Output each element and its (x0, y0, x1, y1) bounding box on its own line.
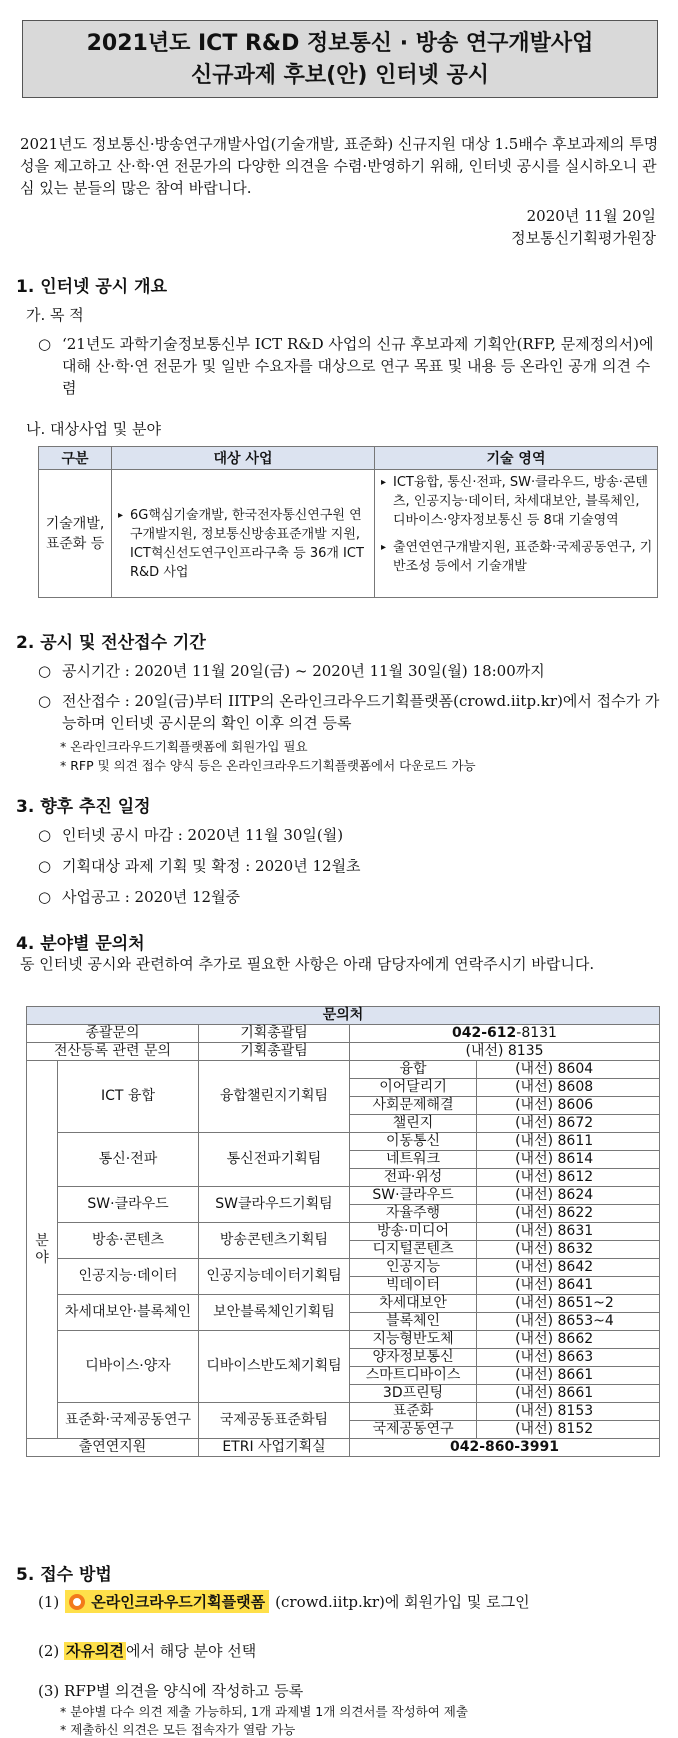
sub-field: SW·클라우드 (350, 1187, 477, 1205)
etri-tel: 042-860-3991 (350, 1439, 660, 1457)
sub-field: 지능형반도체 (350, 1331, 477, 1349)
note-signup: * 온라인크라우드기획플랫폼에 회원가입 필요 (60, 739, 308, 754)
sub-field: 3D프린팅 (350, 1385, 477, 1403)
field-team: 융합챌린지기획팀 (199, 1061, 350, 1133)
field-team: 디바이스반도체기획팀 (199, 1331, 350, 1403)
sub-tel: (내선) 8604 (477, 1061, 660, 1079)
field-name: 인공지능·데이터 (58, 1259, 199, 1295)
field-name: 디바이스·양자 (58, 1331, 199, 1403)
sub-field: 전파·위성 (350, 1169, 477, 1187)
field-side-label: 분 야 (27, 1061, 58, 1439)
step-2 (38, 1640, 256, 1661)
field-name: 방송·콘텐츠 (58, 1223, 199, 1259)
field-team: 보안블록체인기획팀 (199, 1295, 350, 1331)
sub-tel: (내선) 8614 (477, 1151, 660, 1169)
schedule-text-3: 사업공고 : 2020년 12월중 (62, 888, 241, 906)
period-item (38, 660, 660, 682)
tech-text-2: ▸ 출연연연구개발지원, 표준화·국제공동연구, 기반조성 등에서 기술개발 (379, 538, 653, 576)
sub-tel: (내선) 8631 (477, 1223, 660, 1241)
section-4-title: 4. 분야별 문의처 (16, 934, 145, 954)
reg-tel: (내선) 8135 (350, 1043, 660, 1061)
sub-tel: (내선) 8612 (477, 1169, 660, 1187)
target-business-table (38, 446, 658, 598)
sub-tel: (내선) 8661 (477, 1385, 660, 1403)
sub-tel: (내선) 8653~4 (477, 1313, 660, 1331)
sub-tel: (내선) 8606 (477, 1097, 660, 1115)
step-3 (38, 1680, 303, 1701)
field-name: 차세대보안·블록체인 (58, 1295, 199, 1331)
table-row (27, 1223, 660, 1241)
tech-text-1: ▸ ICT융합, 통신·전파, SW·클라우드, 방송·콘텐츠, 인공지능·데이터, 차세대보안, 블록체인, 디바이스·양자정보통신 등 8대 기술영역 (379, 473, 653, 530)
sub-tel: (내선) 8661 (477, 1367, 660, 1385)
section-1-na: 나. 대상사업 및 분야 (26, 420, 161, 438)
field-name: ICT 융합 (58, 1061, 199, 1133)
online-item (38, 690, 660, 734)
sub-tel: (내선) 8632 (477, 1241, 660, 1259)
cell-category: 기술개발, 표준화 등 (39, 470, 112, 598)
step-2-text: 에서 해당 분야 선택 (126, 1642, 257, 1660)
reg-label: 전산등록 관련 문의 (27, 1043, 199, 1061)
intro-paragraph: 2021년도 정보통신·방송연구개발사업(기술개발, 표준화) 신규지원 대상 1.5배수 후보과제의 투명성을 제고하고 산·학·연 전문가의 다양한 의견을 수렴·반영하기 위해, 인터넷 공시를 실시하오니 관심 있는 분들의 많은 참여 바랍니다. (20, 135, 659, 197)
sub-field: 스마트디바이스 (350, 1367, 477, 1385)
general-label: 종괄문의 (27, 1025, 199, 1043)
page-title (22, 20, 658, 98)
field-team: SW클라우드기획팀 (199, 1187, 350, 1223)
sub-field: 양자정보통신 (350, 1349, 477, 1367)
sub-field: 빅데이터 (350, 1277, 477, 1295)
online-text: 전산접수 : 20일(금)부터 IITP의 온라인크라우드기획플랫폼(crowd.iitp.kr)에서 접수가 가능하며 인터넷 공시문의 확인 이후 의견 등록 (62, 692, 660, 732)
sub-field: 표준화 (350, 1403, 477, 1421)
th-business: 대상 사업 (112, 447, 375, 470)
reg-team: 기획총괄팀 (199, 1043, 350, 1061)
logo-text: 온라인크라우드기획플랫폼 (91, 1593, 266, 1611)
contact-table (26, 1006, 660, 1457)
schedule-item-2 (38, 855, 361, 877)
sub-field: 인공지능 (350, 1259, 477, 1277)
field-team: 인공지능데이터기획팀 (199, 1259, 350, 1295)
step-1 (38, 1590, 530, 1613)
issue-date: 2020년 11월 20일 (526, 207, 656, 225)
schedule-text-2: 기획대상 과제 기획 및 확정 : 2020년 12월초 (62, 857, 361, 875)
period-text: 공시기간 : 2020년 11월 20일(금) ~ 2020년 11월 30일(월) 18:00까지 (62, 662, 545, 680)
table-row (27, 1295, 660, 1313)
sub-tel: (내선) 8622 (477, 1205, 660, 1223)
issuer: 정보통신기획평가원장 (511, 229, 656, 247)
purpose-text: ‘21년도 과학기술정보통신부 ICT R&D 사업의 신규 후보과제 기획안(RFP, 문제정의서)에 대해 산·학·연 전문가 및 일반 수요자를 대상으로 연구 목표 및 내용 등 온라인 공개 의견 수렴 (62, 335, 654, 397)
sub-field: 네트워크 (350, 1151, 477, 1169)
contact-desc: 동 인터넷 공시와 관련하여 추가로 필요한 사항은 아래 담당자에게 연락주시기 바랍니다. (20, 955, 595, 973)
circle-bullet-icon: ○ (38, 662, 52, 680)
section-1-title: 1. 인터넷 공시 개요 (16, 277, 167, 297)
sub-field: 사회문제해결 (350, 1097, 477, 1115)
sub-tel: (내선) 8651~2 (477, 1295, 660, 1313)
sub-field: 디지털콘텐츠 (350, 1241, 477, 1259)
purpose-item (38, 333, 660, 399)
circle-bullet-icon: ○ (38, 692, 52, 710)
table-row (27, 1061, 660, 1079)
sub-tel: (내선) 8608 (477, 1079, 660, 1097)
table-row (27, 1133, 660, 1151)
section-5-title: 5. 접수 방법 (16, 1565, 112, 1585)
circle-bullet-icon: ○ (38, 335, 52, 353)
field-team: 국제공동표준화팀 (199, 1403, 350, 1439)
sub-tel: (내선) 8611 (477, 1133, 660, 1151)
free-opinion-menu[interactable]: 자유의견 (66, 1642, 124, 1660)
section-2-title: 2. 공시 및 전산접수 기간 (16, 633, 206, 653)
field-team: 통신전파기획팀 (199, 1133, 350, 1187)
platform-logo-icon (69, 1594, 85, 1610)
schedule-item-3 (38, 886, 240, 908)
field-name: SW·클라우드 (58, 1187, 199, 1223)
table-row (27, 1259, 660, 1277)
sub-field: 자율주행 (350, 1205, 477, 1223)
sub-field: 블록체인 (350, 1313, 477, 1331)
sub-tel: (내선) 8672 (477, 1115, 660, 1133)
sub-field: 융합 (350, 1061, 477, 1079)
sub-field: 차세대보안 (350, 1295, 477, 1313)
general-team: 기획총괄팀 (199, 1025, 350, 1043)
circle-bullet-icon: ○ (38, 857, 52, 875)
table-row (27, 1403, 660, 1421)
title-line-2: 신규과제 후보(안) 인터넷 공시 (190, 63, 490, 88)
section-3-title: 3. 향후 추진 일정 (16, 797, 151, 817)
business-text: ▸ 6G핵심기술개발, 한국전자통신연구원 연구개발지원, 정보통신방송표준개발 지원, ICT혁신선도연구인프라구축 등 36개 ICT R&D 사업 (116, 506, 368, 582)
general-tel-ext: -8131 (516, 1025, 557, 1041)
circle-bullet-icon: ○ (38, 888, 52, 906)
field-name: 통신·전파 (58, 1133, 199, 1187)
th-tech: 기술 영역 (375, 447, 658, 470)
sub-tel: (내선) 8153 (477, 1403, 660, 1421)
sub-tel: (내선) 8662 (477, 1331, 660, 1349)
contact-header: 문의처 (27, 1007, 660, 1025)
sub-tel: (내선) 8624 (477, 1187, 660, 1205)
section-1-ga: 가. 목 적 (26, 306, 84, 324)
crowd-platform-logo[interactable] (65, 1590, 269, 1613)
schedule-item-1 (38, 824, 343, 846)
step-3-num: (3) (38, 1682, 60, 1700)
step-3-text: RFP별 의견을 양식에 작성하고 등록 (64, 1682, 304, 1700)
schedule-text-1: 인터넷 공시 마감 : 2020년 11월 30일(월) (62, 826, 344, 844)
table-row (27, 1331, 660, 1349)
sub-tel: (내선) 8641 (477, 1277, 660, 1295)
cell-business (112, 470, 375, 598)
field-name: 표준화·국제공동연구 (58, 1403, 199, 1439)
etri-team: ETRI 사업기획실 (199, 1439, 350, 1457)
circle-bullet-icon: ○ (38, 826, 52, 844)
table-row (27, 1439, 660, 1457)
sub-field: 이어달리기 (350, 1079, 477, 1097)
sub-field: 챌린지 (350, 1115, 477, 1133)
date-issuer (511, 205, 656, 249)
etri-field: 출연연지원 (27, 1439, 199, 1457)
th-category: 구분 (39, 447, 112, 470)
step-note-1: * 분야별 다수 의견 제출 가능하되, 1개 과제별 1개 의견서를 작성하여 제출 (60, 1704, 468, 1719)
step-1-text: (crowd.iitp.kr)에 회원가입 및 로그인 (275, 1593, 530, 1611)
general-tel (350, 1025, 660, 1043)
general-tel-main: 042-612 (452, 1025, 517, 1041)
cell-tech (375, 470, 658, 598)
field-team: 방송콘텐츠기획팀 (199, 1223, 350, 1259)
title-line-1: 2021년도 ICT R&D 정보통신 · 방송 연구개발사업 (86, 31, 594, 56)
sub-field: 방송·미디어 (350, 1223, 477, 1241)
sub-tel: (내선) 8152 (477, 1421, 660, 1439)
sub-tel: (내선) 8663 (477, 1349, 660, 1367)
table-row (27, 1187, 660, 1205)
step-note-2: * 제출하신 의견은 모든 접속자가 열람 가능 (60, 1722, 296, 1737)
sub-field: 국제공동연구 (350, 1421, 477, 1439)
sub-field: 이동통신 (350, 1133, 477, 1151)
step-1-num: (1) (38, 1592, 60, 1611)
sub-tel: (내선) 8642 (477, 1259, 660, 1277)
note-download: * RFP 및 의견 접수 양식 등은 온라인크라우드기획플랫폼에서 다운로드 가능 (60, 758, 476, 773)
step-2-num: (2) (38, 1642, 60, 1660)
